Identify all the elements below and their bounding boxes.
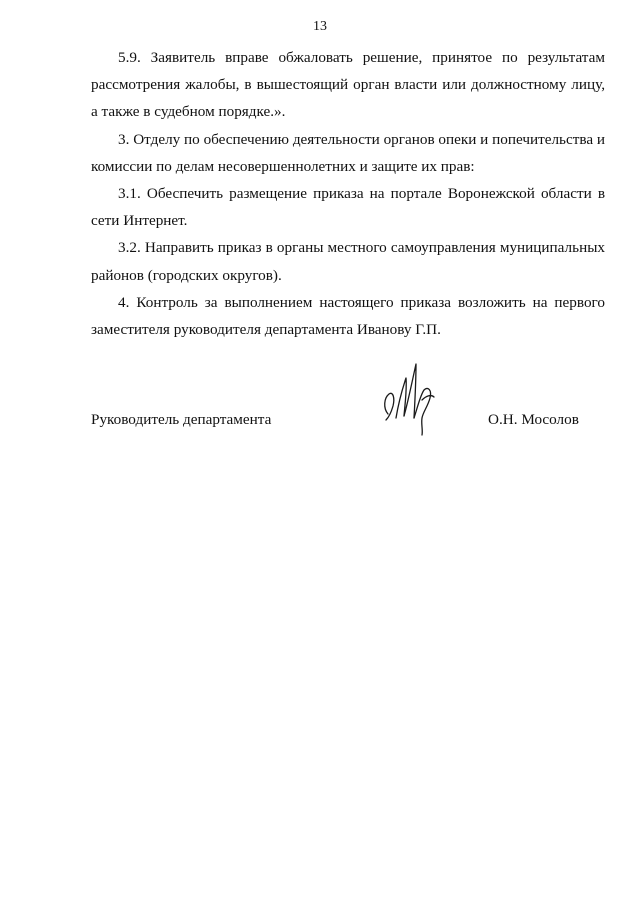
signatory-position: Руководитель департамента: [91, 411, 272, 428]
paragraph-3: 3. Отделу по обеспечению деятельности органов опеки и попечительства и комиссии по делам несовершеннолетних и защите их прав:: [91, 130, 605, 175]
paragraph-5-9: 5.9. Заявитель вправе обжаловать решение, принятое по результатам рассмотрения жалобы, в вышестоящий орган власти или должностному лицу, а также в судебном порядке.».: [91, 49, 605, 121]
page-number: 13: [313, 19, 327, 34]
signature-block: [91, 409, 605, 431]
paragraph-4: 4. Контроль за выполнением настоящего приказа возложить на первого заместителя руководителя департамента Иванову Г.П.: [91, 293, 605, 339]
paragraph-3-2: 3.2. Направить приказ в органы местного самоуправления муниципальных районов (городских округов).: [91, 239, 605, 284]
document-body: [91, 44, 605, 343]
signature-stroke: [422, 396, 434, 400]
signatory-name: О.Н. Мосолов: [488, 411, 579, 428]
paragraph-3-1: 3.1. Обеспечить размещение приказа на портале Воронежской области в сети Интернет.: [91, 185, 605, 230]
